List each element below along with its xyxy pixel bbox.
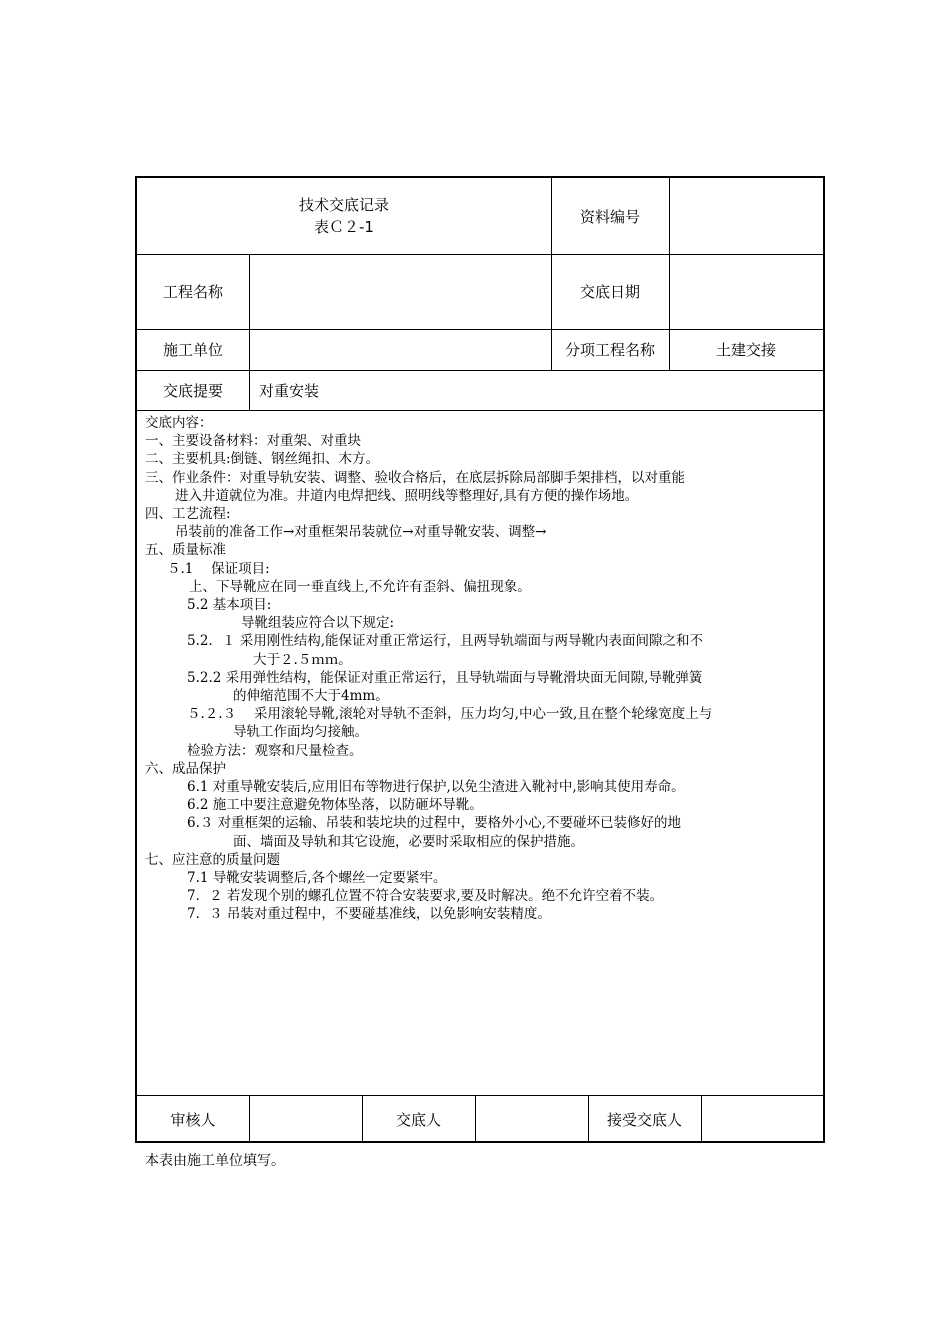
content-line: 一、主要设备材料：对重架、对重块 [145, 433, 361, 450]
construction-unit-field[interactable] [249, 329, 551, 370]
content-line: 进入井道就位为准。井道内电焊把线、照明线等整理好,具有方便的操作场地。 [175, 487, 639, 504]
content-line: 大于２.５ｍｍ。 [253, 651, 352, 668]
project-name-label: 工程名称 [162, 283, 223, 301]
content-line: 上、下导靴应在同一垂直线上,不允许有歪斜、偏扭现象。 [189, 578, 531, 595]
summary-label: 交底提要 [162, 381, 223, 400]
sub-project-label: 分项工程名称 [564, 341, 655, 359]
content-line: 5.2.2 采用弹性结构，能保证对重正常运行，且导轨端面与导靴滑块面无间隙,导靴弹簧 [187, 669, 703, 686]
disclosure-date-label: 交底日期 [579, 283, 640, 301]
content-line: 交底内容： [145, 415, 213, 431]
receiver-label: 接受交底人 [606, 1110, 682, 1129]
receiver-field[interactable] [701, 1095, 823, 1143]
summary-field[interactable]: 对重安装 [259, 381, 320, 400]
content-line: 二、主要机具:倒链、钢丝绳扣、木方。 [145, 451, 380, 468]
doc-no-field[interactable] [669, 178, 823, 254]
disclosure-content [145, 414, 817, 924]
content-line: ５.２.３ 采用滚轮导靴,滚轮对导轨不歪斜，压力均匀,中心一致,且在整个轮缘宽度上与 [187, 706, 713, 723]
construction-unit-label: 施工单位 [162, 341, 223, 359]
form-title-block [137, 178, 551, 254]
content-line: 7．３ 吊装对重过程中，不要碰基准线，以免影响安装精度。 [187, 906, 551, 923]
content-line: 导靴组装应符合以下规定: [241, 615, 395, 632]
content-line: 5.2 基本项目: [187, 597, 272, 614]
discloser-field[interactable] [475, 1095, 588, 1143]
footnote: 本表由施工单位填写。 [145, 1153, 285, 1169]
disclosure-form [135, 176, 825, 1143]
content-line: 6.1 对重导靴安装后,应用旧布等物进行保护,以免尘渣进入靴衬中,影响其使用寿命。 [187, 779, 685, 796]
content-line: 7.1 导靴安装调整后,各个螺丝一定要紧牢。 [187, 870, 447, 887]
content-line: 6.2 施工中要注意避免物体坠落，以防砸坏导靴。 [187, 797, 483, 814]
content-line: 6.３ 对重框架的运输、吊装和装坨块的过程中，要格外小心,不要碰坏已装修好的地 [187, 815, 681, 832]
content-line: 面、墙面及导轨和其它设施，必要时采取相应的保护措施。 [233, 833, 584, 850]
content-line: 三、作业条件：对重导轨安装、调整、验收合格后，在底层拆除局部脚手架排档，以对重能 [145, 469, 685, 486]
content-line: 七、应注意的质量问题 [145, 851, 280, 868]
reviewer-field[interactable] [249, 1095, 362, 1143]
project-name-field[interactable] [249, 254, 551, 329]
disclosure-date-field[interactable] [669, 254, 823, 329]
content-line: 导轨工作面均匀接触。 [233, 724, 368, 741]
content-line: 7．２ 若发现个别的螺孔位置不符合安装要求,要及时解决。绝不允许空着不装。 [187, 888, 664, 905]
content-line: 的伸缩范围不大于4mm。 [233, 688, 389, 705]
content-line: 检验方法：观察和尺量检查。 [187, 742, 363, 759]
row-divider [137, 410, 823, 411]
doc-no-label: 资料编号 [579, 207, 640, 226]
form-title: 技术交底记录 [298, 196, 389, 214]
content-line: 六、成品保护 [145, 760, 226, 777]
sub-project-field[interactable]: 土建交接 [715, 341, 776, 359]
discloser-label: 交底人 [395, 1110, 441, 1129]
reviewer-label: 审核人 [170, 1110, 216, 1129]
content-line: 五、质量标准 [145, 542, 226, 559]
content-line: ５.1 保证项目: [167, 560, 270, 577]
form-code: 表Ｃ２-1 [314, 218, 374, 236]
content-line: 四、工艺流程: [145, 506, 231, 523]
content-line: 5.2．１ 采用刚性结构,能保证对重正常运行，且两导轨端面与两导靴内表面间隙之和不 [187, 633, 704, 650]
content-line: 吊装前的准备工作→对重框架吊装就位→对重导靴安装、调整→ [175, 524, 547, 541]
